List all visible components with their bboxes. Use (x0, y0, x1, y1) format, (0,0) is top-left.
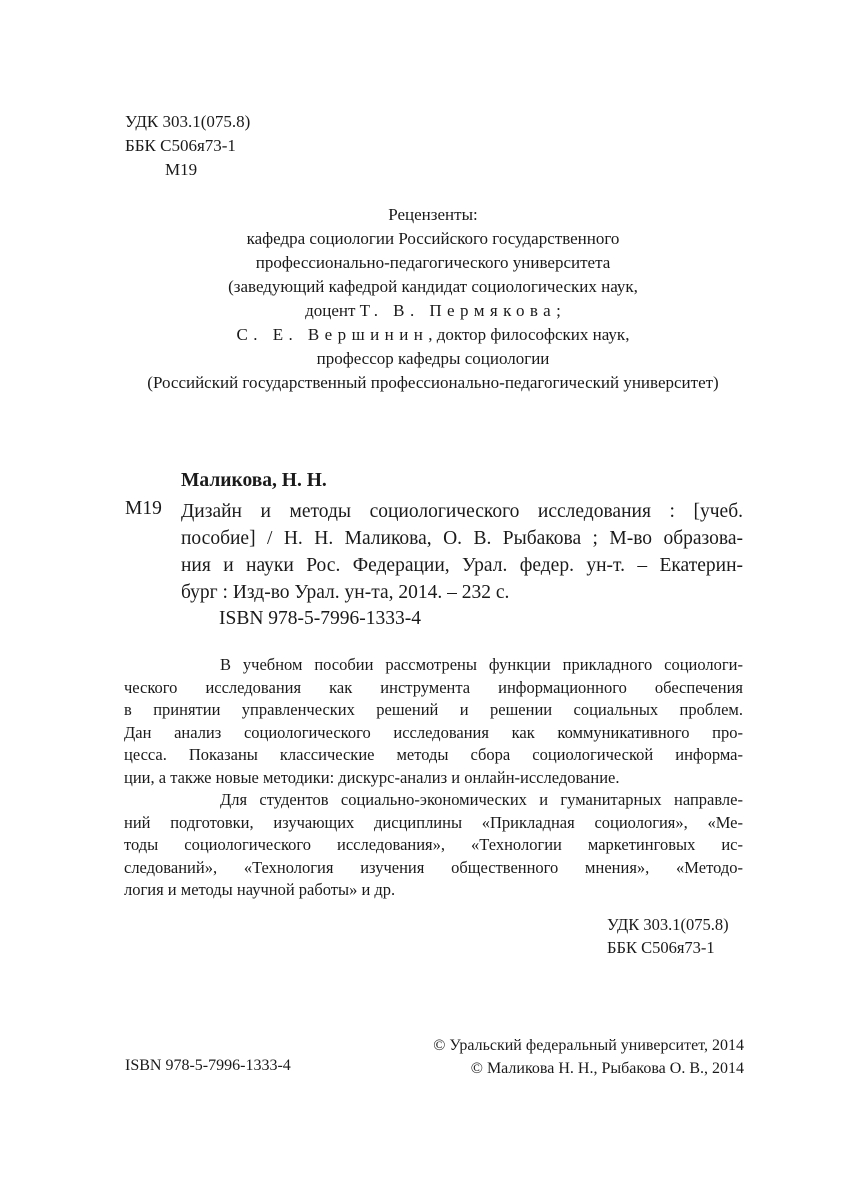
abstract-line: тоды социологического исследования», «Технологии маркетинговых ис- (124, 835, 743, 854)
copyright-authors: © Маликова Н. Н., Рыбакова О. В., 2014 (470, 1060, 744, 1077)
abstract-line: цесса. Показаны классические методы сбора социологической информа- (124, 745, 743, 764)
abstract-line: следований», «Технология изучения общественного мнения», «Методо- (124, 857, 743, 877)
copyright-publisher: © Уральский федеральный университет, 2014 (433, 1037, 744, 1054)
footer-isbn: ISBN 978-5-7996-1333-4 (125, 1057, 291, 1074)
abstract-line: Для студентов социально-экономических и гуманитарных направле- (220, 790, 743, 809)
reviewers-heading: Рецензенты: (388, 205, 478, 224)
bib-code: М19 (125, 498, 162, 519)
bib-author: Маликова, Н. Н. (181, 470, 327, 491)
copyright-block (433, 1034, 744, 1080)
udk-code: УДК 303.1(075.8) (125, 112, 251, 131)
reviewer-name-1: Т. В. Пермякова (359, 301, 557, 320)
reviewer-name-1-suffix: ; (556, 301, 561, 320)
reviewer-title: доцент (305, 301, 356, 320)
abstract-line: логия и методы научной работы» и др. (124, 880, 396, 899)
abstract-line: ческого исследования как инструмента информационного обеспечения (124, 677, 743, 697)
author-code: М19 (165, 160, 198, 179)
udk-top (125, 110, 250, 182)
abstract-line: В учебном пособии рассмотрены функции прикладного социологи- (220, 655, 743, 674)
bib-line: ния и науки Рос. Федерации, Урал. федер. ун-т. – Екатерин- (181, 555, 743, 576)
reviewer-line: (заведующий кафедрой кандидат социологических наук, (228, 277, 638, 296)
reviewers-block (100, 203, 766, 395)
bbk-code-bottom: ББК С506я73-1 (607, 938, 715, 957)
reviewer-name-2: С. Е. Вершинин (236, 325, 429, 344)
reviewer-line: (Российский государственный профессионально-педагогический университет) (147, 373, 719, 392)
udk-code-bottom: УДК 303.1(075.8) (607, 915, 729, 934)
reviewer-line-name2 (100, 323, 766, 347)
bib-isbn: ISBN 978-5-7996-1333-4 (219, 608, 422, 629)
bib-line: пособие] / Н. Н. Маликова, О. В. Рыбакова ; М-во образова- (181, 528, 743, 549)
bib-description (181, 498, 743, 606)
reviewer-line: профессор кафедры социологии (316, 349, 550, 368)
abstract-line: в принятии управленческих решений и решении социальных проблем. (124, 700, 743, 719)
abstract-line: ний подготовки, изучающих дисциплины «Прикладная социология», «Ме- (124, 812, 743, 832)
bbk-code: ББК С506я73-1 (125, 136, 236, 155)
abstract (124, 654, 743, 902)
reviewer-line: кафедра социологии Российского государственного (246, 229, 620, 248)
reviewer-line-name1 (100, 299, 766, 323)
bib-line: бург : Изд-во Урал. ун-та, 2014. – 232 с. (181, 582, 510, 603)
udk-bottom (607, 913, 729, 959)
bib-line: Дизайн и методы социологического исследования : [учеб. (181, 501, 743, 522)
abstract-line: Дан анализ социологического исследования как коммуникативного про- (124, 722, 743, 742)
reviewer-line: профессионально-педагогического университета (255, 253, 611, 272)
reviewer-name-2-suffix: , доктор философских наук, (428, 325, 630, 344)
abstract-line: ции, а также новые методики: дискурс-анализ и онлайн-исследование. (124, 767, 620, 787)
